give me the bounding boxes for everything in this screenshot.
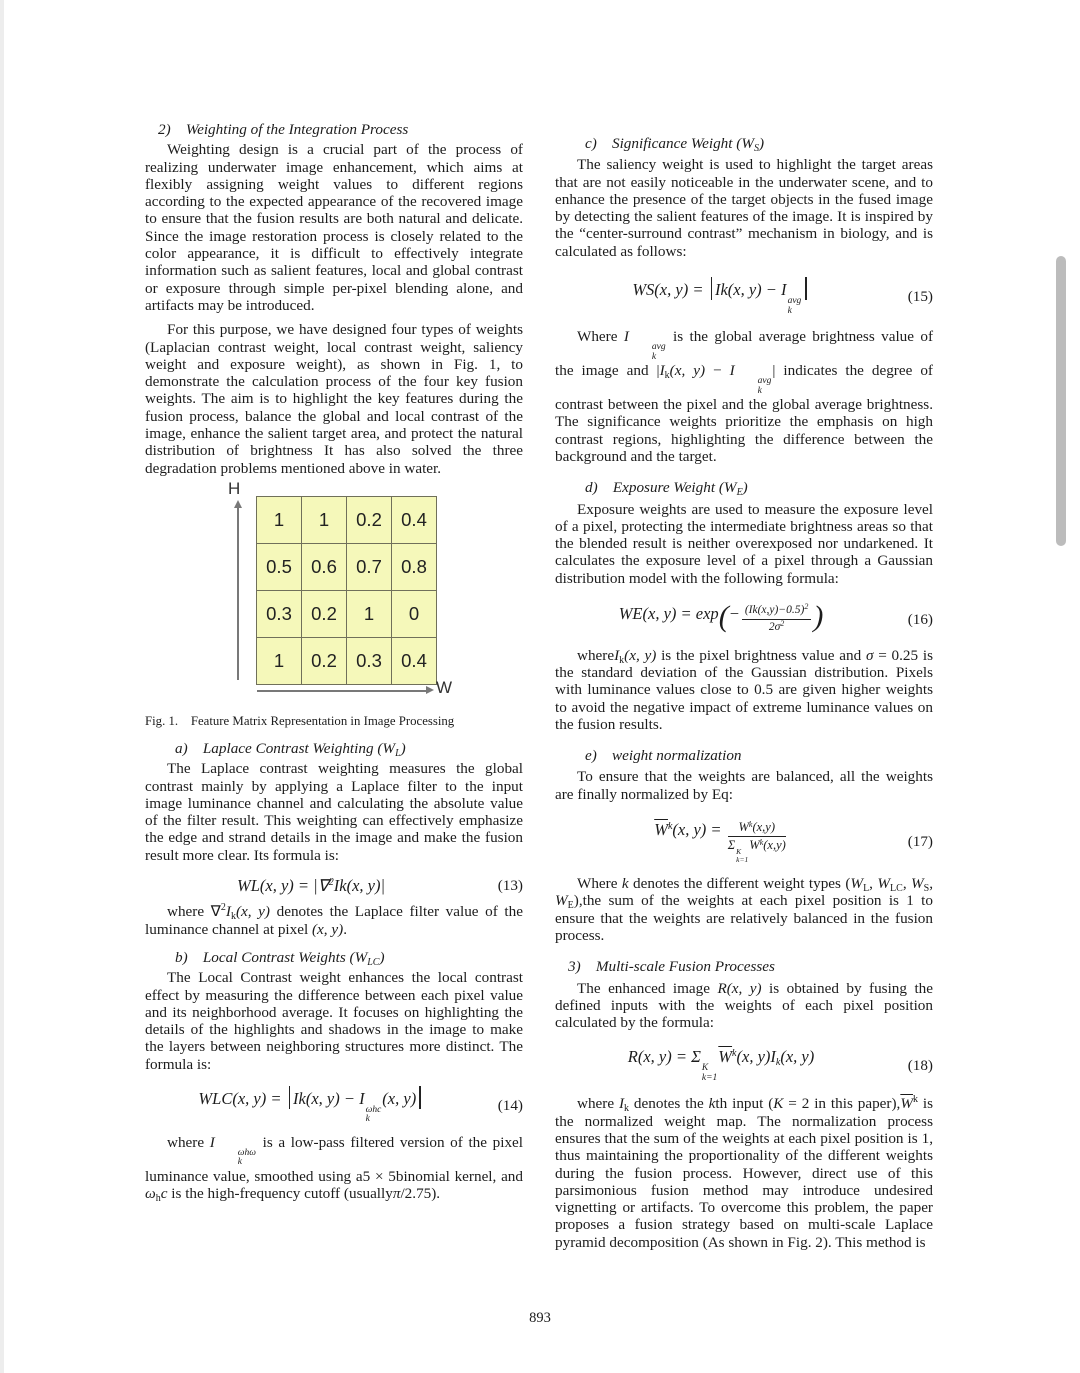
matrix-cell: 0.2 (347, 496, 392, 543)
paragraph: To ensure that the weights are balanced, all the weights are finally normalized by Eq: (555, 768, 933, 803)
equation-17: $\overline{W}^k(x$, y) = $W^k(x,y)$ Σ K k=1 $W^k(x,y)$ (17) (654, 820, 933, 864)
section-e-heading: e) weight normalization (585, 747, 742, 765)
matrix-row (257, 496, 437, 543)
matrix-cell: 0.6 (302, 543, 347, 590)
matrix-row (257, 543, 437, 590)
paragraph: For this purpose, we have designed four types of weights (Laplacian contrast weight, local contrast weight, saliency weight and exposure weight), as shown in Fig. 1, to demonstrate the calculation process of the four key fusion weights. The aim is to highlight the key features during the fusion process, balance the global and local contrast of the image, enhance the salient target area, and protect the natural distribution of brightness It has also solved the three degradation problems mentioned above in water. (145, 321, 523, 477)
matrix-cell: 1 (257, 637, 302, 684)
equation-14: WLC(x, y) = Ik(x, y) − I ωhc k (x, y) (14) (145, 1086, 523, 1125)
equation-number: (14) (497, 1096, 523, 1114)
w-axis-label: W (436, 677, 453, 697)
h-axis-label: H (228, 478, 241, 498)
left-column (145, 121, 523, 1203)
figure-1-caption: Fig. 1. Feature Matrix Representation in Image Processing (145, 713, 455, 728)
paragraph: where $I_k$ denotes the kth input (K = 2 in this $paper),\overline{W}^k$ is the normalized weight map. The normalization process ensures that the sum of the weights at each pixel position is 1, thus maintaining the proportionality of the different weights during the fusion process. However, direct use of this parsimonious fusion method may introduce undesired vignetting or artifacts. To overcome this problem, the paper proposes a fusion strategy based on multi-scale Laplace pyramid decomposition (As shown in Fig. 2). This method is (555, 1094, 933, 1251)
matrix-cell: 0.4 (392, 637, 437, 684)
paragraph: Where k denotes the different weight types ($W_L$, $W_{LC}$, $W_S$, $W_E),the$ sum of the weights at each pixel position is 1 to ensure that the weights are relatively balanced in the fusion process. (555, 875, 934, 944)
matrix-row (257, 590, 437, 637)
figure-1 (145, 478, 523, 704)
paragraph: The Local Contrast weight enhances the local contrast effect by measuring the difference between each pixel value and its neighborhood average. It focuses on highlighting the details of the highlights and shadows in the image to make the layers between neighboring structures more distinct. The formula is: (145, 969, 523, 1073)
equation-13: WL(x, y) = |∇$^2$Ik(x, y)| (13) (236, 876, 523, 896)
section-a-heading: a) Laplace Contrast Weighting $(W_L)$ (175, 739, 406, 759)
equation-number: (17) (907, 832, 933, 850)
matrix-row (257, 637, 437, 684)
right-column (555, 121, 933, 1251)
equation-number: (15) (907, 287, 933, 305)
section-c-heading: c) Significance Weight $(W_S)$ (585, 135, 765, 154)
paragraph: The saliency weight is used to highlight the target areas that are not easily noticeable in the underwater scene, and to enhance the presence of the target objects in the fused image by detecting the salient features of the image. It is inspired by the “center-surround contrast” mechanism in biology, and is calculated as follows: (555, 156, 933, 260)
equation-number: (16) (907, 610, 933, 628)
up-arrow-icon (237, 504, 239, 680)
scrollbar-thumb[interactable] (1056, 256, 1066, 546)
matrix-cell: 0.2 (302, 590, 347, 637)
matrix-cell: 0.4 (392, 496, 437, 543)
paragraph: whereI$_k$(x, y) is the pixel brightness value and σ = 0.25 is the standard deviation of the Gaussian distribution. Pixels with luminance values close to 0.5 are given higher weights to avoid the negative impact of extreme luminance values on the fusion results. (555, 646, 933, 733)
paragraph: Exposure weights are used to measure the exposure level of a pixel, protecting the intermediate brightness areas so that the blended result is neither overexposed nor undarkened. It calculates the exposure level of a pixel through a Gaussian distribution model with the following formula: (555, 500, 933, 587)
right-arrow-icon (257, 690, 430, 692)
matrix-cell: 1 (347, 590, 392, 637)
paragraph: where I ωhω k is a low-pass filtered version of the pixel luminance value, smoothed using a5 × 5binomial kernel, and $\omega_hc$ is the high-frequency cutoff (usuallyπ/2.75). (145, 1133, 523, 1205)
matrix-cell: 1 (302, 496, 347, 543)
page-left-edge (0, 0, 4, 1373)
section-b-heading: b) Local Contrast Weights $(W_{LC})$ (175, 948, 385, 968)
matrix-cell: 0 (392, 590, 437, 637)
paragraph: The enhanced image R(x, y) is obtained by fusing the defined inputs with the weights of each pixel position calculated by the formula: (555, 979, 934, 1032)
paragraph: Weighting design is a crucial part of the process of realizing underwater image enhancement, which aims at flexibly assigning weight values to different regions according to the expected appearance of the recovered image to ensure that the fusion results are both natural and delicate. Since the image restoration process is closely related to the color appearance, it is difficult to effectively integrate information such as salient features, local and global contrast or exposure through simple per-pixel blending alone, and artifacts may be introduced. (145, 141, 523, 314)
matrix-cell: 0.3 (347, 637, 392, 684)
paragraph: Where I avg k is the global average brightness value of the image and $|I_k(x$, y) − I avg k | indicates the degree of contrast between the pixel and the global average brightness. The significance weights prioritize the emphasis on high contrast regions, highlighting the difference between the background and the target. (555, 328, 934, 465)
section-2-heading: 2) Weighting of the Integration Process (158, 121, 409, 138)
matrix-cell: 0.8 (392, 543, 437, 590)
matrix-cell: 0.2 (302, 637, 347, 684)
equation-15: WS(x, y) = Ik(x, y) − I avg k (15) (555, 277, 933, 316)
matrix-cell: 0.3 (257, 590, 302, 637)
paragraph: where $\nabla^2I_k(x$, y) denotes the Laplace filter value of the luminance channel at pixel (x, y). (145, 902, 523, 938)
equation-number: (18) (907, 1057, 933, 1075)
section-3-heading: 3) Multi-scale Fusion Processes (568, 958, 775, 976)
section-d-heading: d) Exposure Weight $(W_E)$ (585, 479, 748, 499)
equation-number: (13) (497, 877, 523, 895)
matrix-cell: 0.5 (257, 543, 302, 590)
equation-16: WE(x, y) = exp(− $\frac{(Ik(x,y)-0.5)^2}{2\sigma^2}$ ) (16) (618, 599, 933, 633)
matrix-cell: 0.7 (347, 543, 392, 590)
page-number: 893 (529, 1310, 551, 1326)
feature-matrix (256, 496, 437, 685)
equation-18: R(x, y) = Σ K k=1 $\overline{W}^k(x$, $y)I_k(x$, y) (18) (627, 1047, 933, 1083)
matrix-cell: 1 (257, 496, 302, 543)
paragraph: The Laplace contrast weighting measures the global contrast mainly by applying a Laplace filter to the input image luminance channel and calculating the absolute value of the filter result. This weighting can effectively emphasize the edge and strand details in the image and make the fusion result more clear. Its formula is: (145, 760, 523, 864)
